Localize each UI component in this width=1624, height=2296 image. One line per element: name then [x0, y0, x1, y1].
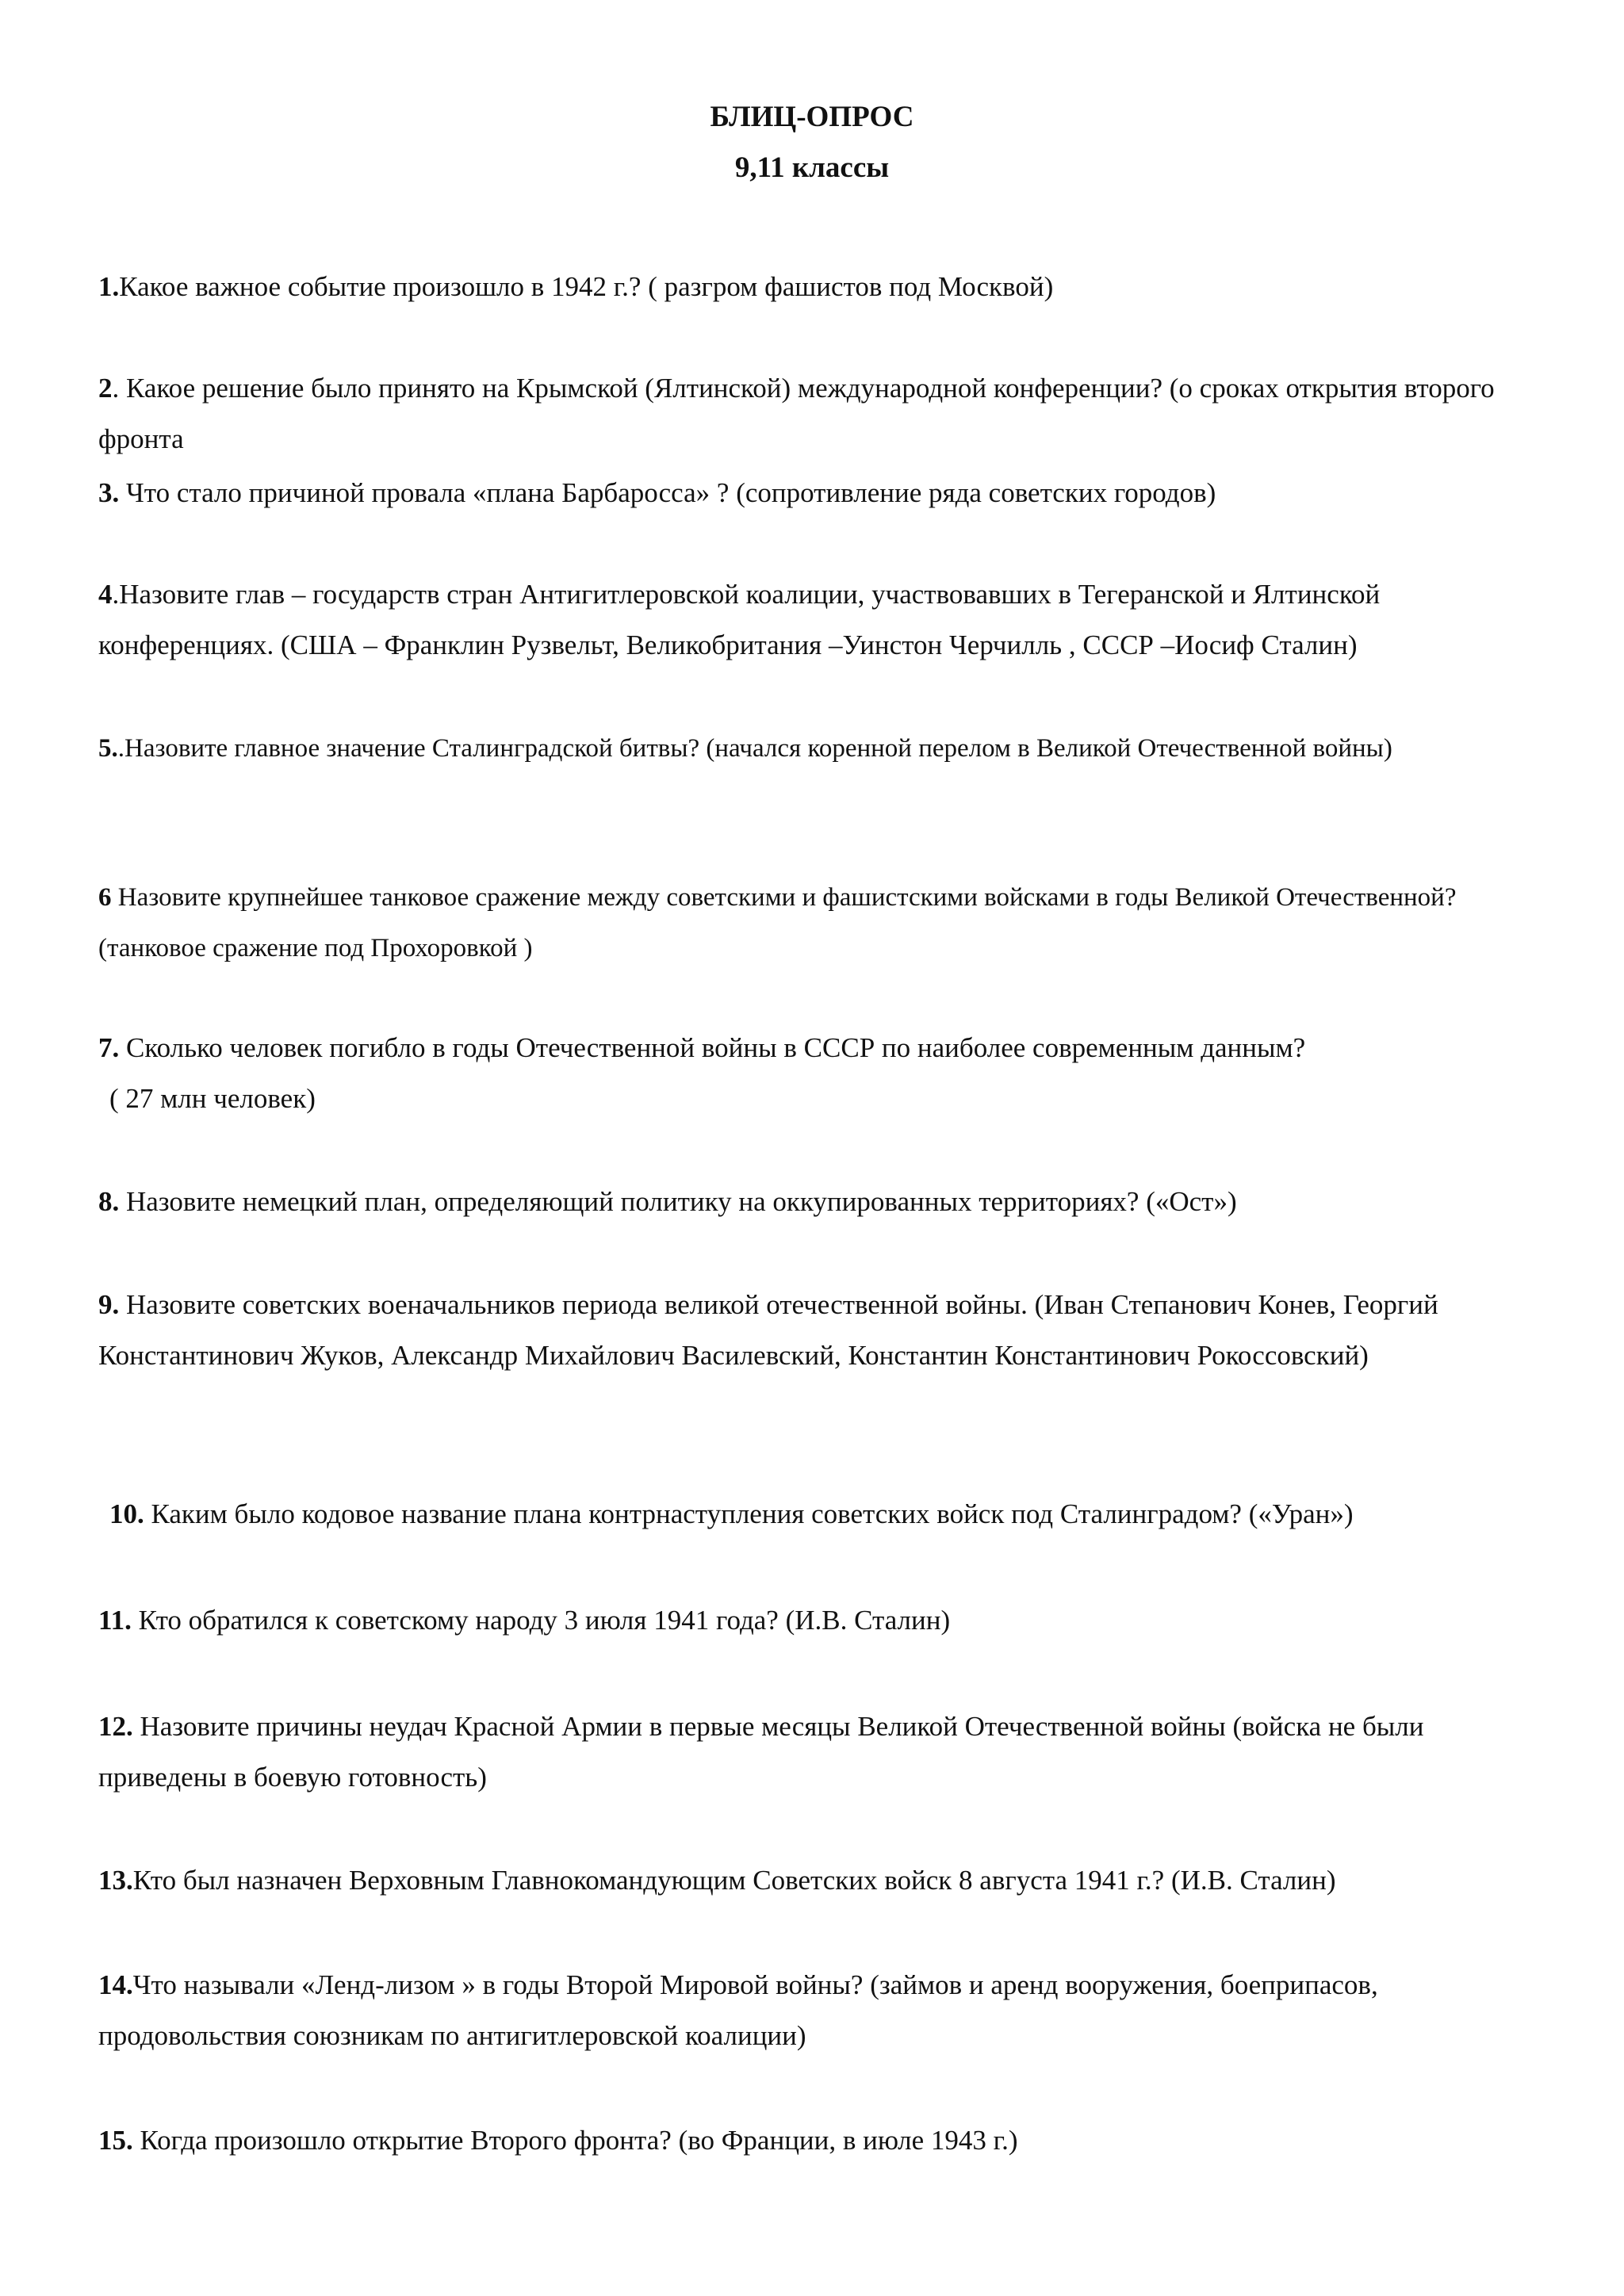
- question-12: [98, 1701, 1534, 1803]
- question-10: [98, 1489, 1534, 1540]
- question-text: Назовите крупнейшее танковое сражение между советскими и фашистскими войсками в годы Великой Отечественной? (танковое сражение под Прохоровкой ): [98, 883, 1457, 962]
- question-text: Назовите причины неудач Красной Армии в первые месяцы Великой Отечественной войны (войска не были приведены в боевую готовность): [98, 1711, 1424, 1793]
- question-number: 2: [98, 373, 113, 404]
- question-number: 11.: [98, 1605, 132, 1636]
- question-7-answer: [98, 1073, 1534, 1124]
- question-text: Сколько человек погибло в годы Отечественной войны в СССР по наиболее современным данным?: [119, 1032, 1306, 1063]
- question-15: [98, 2115, 1534, 2166]
- question-number: 12.: [98, 1711, 133, 1742]
- question-number: 14.: [98, 1969, 133, 2000]
- question-text: Кто был назначен Верховным Главнокомандующим Советских войск 8 августа 1941 г.? (И.В. Сталин): [132, 1865, 1336, 1896]
- question-8: [98, 1177, 1534, 1227]
- question-number: 7.: [98, 1032, 120, 1063]
- question-3: [98, 468, 1534, 519]
- question-number: 9.: [98, 1289, 120, 1320]
- question-number: 4: [98, 579, 113, 610]
- question-text: . Какое решение было принято на Крымской (Ялтинской) международной конференции? (о сроках открытия второго фронта: [98, 373, 1495, 454]
- question-text: Какое важное событие произошло в 1942 г.? ( разгром фашистов под Москвой): [119, 271, 1054, 302]
- question-text: Назовите советских военачальников периода великой отечественной войны. (Иван Степанович Конев, Георгий Константинович Жуков, Александр Михайлович Василевский, Константин Константинович Рокоссовский): [98, 1289, 1438, 1371]
- question-4: [98, 569, 1534, 671]
- question-number: 10.: [109, 1498, 144, 1529]
- document-title: БЛИЦ-ОПРОС: [710, 101, 914, 133]
- question-2: [98, 363, 1534, 465]
- question-number: 15.: [98, 2125, 133, 2156]
- question-number: 1.: [98, 271, 120, 302]
- question-6: [98, 872, 1534, 974]
- question-text: Когда произошло открытие Второго фронта? (во Франции, в июле 1943 г.): [132, 2125, 1018, 2156]
- question-11: [98, 1595, 1534, 1646]
- question-text: .Назовите глав – государств стран Антигитлеровской коалиции, участвовавших в Тегеранской и Ялтинской конференциях. (США – Франклин Рузвельт, Великобритания –Уинстон Черчилль , СССР –Иосиф Сталин): [98, 579, 1381, 660]
- question-5: [98, 723, 1534, 774]
- question-number: 6: [98, 883, 112, 912]
- question-7: [98, 1023, 1534, 1073]
- question-14: [98, 1960, 1534, 2061]
- question-9: [98, 1280, 1534, 1381]
- question-1: [98, 262, 1534, 312]
- question-text: Кто обратился к советскому народу 3 июля 1941 года? (И.В. Сталин): [131, 1605, 951, 1636]
- question-13: [98, 1855, 1534, 1906]
- question-text: Что называли «Ленд-лизом » в годы Второй Мировой войны? (займов и аренд вооружения, боеприпасов, продовольствия союзникам по антигитлеровской коалиции): [98, 1969, 1378, 2051]
- question-number: 13.: [98, 1865, 133, 1896]
- question-text: Назовите немецкий план, определяющий политику на оккупированных территориях? («Ост»): [119, 1186, 1237, 1217]
- question-number: 8.: [98, 1186, 120, 1217]
- document-subtitle: 9,11 классы: [734, 151, 890, 184]
- question-number: 3.: [98, 477, 120, 508]
- question-text: ( 27 млн человек): [109, 1083, 316, 1114]
- question-text: .Назовите главное значение Сталинградской битвы? (начался коренной перелом в Великой Отечественной войны): [117, 734, 1392, 763]
- question-number: 5.: [98, 734, 118, 763]
- question-text: Каким было кодовое название плана контрнаступления советских войск под Сталинградом? («Уран»): [144, 1498, 1354, 1529]
- question-text: Что стало причиной провала «плана Барбаросса» ? (сопротивление ряда советских городов): [119, 477, 1216, 508]
